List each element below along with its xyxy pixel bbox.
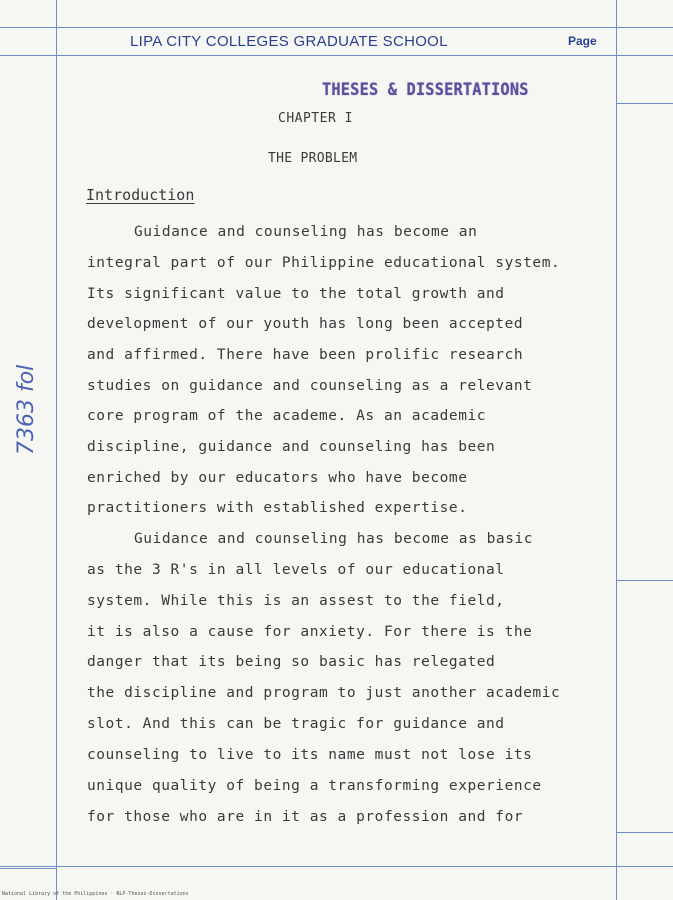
body-line: practitioners with established expertise.: [87, 500, 468, 516]
right-margin-tick: [616, 832, 673, 833]
section-heading: Introduction: [86, 186, 195, 204]
chapter-title: THE PROBLEM: [268, 151, 358, 166]
footer-rule: [0, 866, 673, 867]
body-line: Guidance and counseling has become as basic: [134, 531, 534, 547]
body-line: unique quality of being a transforming experience: [87, 778, 542, 794]
body-line: Guidance and counseling has become an: [134, 224, 478, 240]
body-line: core program of the academe. As an academic: [87, 408, 487, 424]
body-line: Its significant value to the total growth and: [87, 286, 505, 302]
handwritten-call-number: 7363 fol: [14, 364, 39, 455]
body-line: enriched by our educators who have become: [87, 470, 468, 486]
body-line: integral part of our Philippine educational system.: [87, 255, 561, 271]
body-line: discipline, guidance and counseling has been: [87, 439, 496, 455]
right-margin-tick: [616, 580, 673, 581]
header-title: LIPA CITY COLLEGES GRADUATE SCHOOL: [130, 33, 448, 50]
left-margin-rule: [56, 0, 57, 900]
page-label: Page: [568, 34, 597, 48]
chapter-heading: CHAPTER I: [278, 111, 353, 126]
body-line: development of our youth has long been accepted: [87, 316, 524, 332]
body-line: for those who are in it as a profession and for: [87, 809, 524, 825]
footer-note: National Library of the Philippines · NLP-Theses-Dissertations: [2, 891, 189, 897]
body-line: slot. And this can be tragic for guidance and: [87, 716, 505, 732]
body-line: counseling to live to its name must not lose its: [87, 747, 533, 763]
left-margin-tick: [0, 868, 56, 869]
body-line: it is also a cause for anxiety. For there is the: [87, 624, 533, 640]
body-line: as the 3 R's in all levels of our educational: [87, 562, 505, 578]
body-line: danger that its being so basic has relegated: [87, 654, 496, 670]
body-line: and affirmed. There have been prolific research: [87, 347, 524, 363]
header-bottom-rule: [0, 55, 673, 56]
body-line: system. While this is an assest to the field,: [87, 593, 505, 609]
body-line: the discipline and program to just another academic: [87, 685, 561, 701]
body-line: studies on guidance and counseling as a relevant: [87, 378, 533, 394]
right-margin-rule: [616, 0, 617, 900]
header-top-rule: [0, 27, 673, 28]
right-margin-tick: [616, 103, 673, 104]
archive-stamp: THESES & DISSERTATIONS: [322, 80, 529, 100]
